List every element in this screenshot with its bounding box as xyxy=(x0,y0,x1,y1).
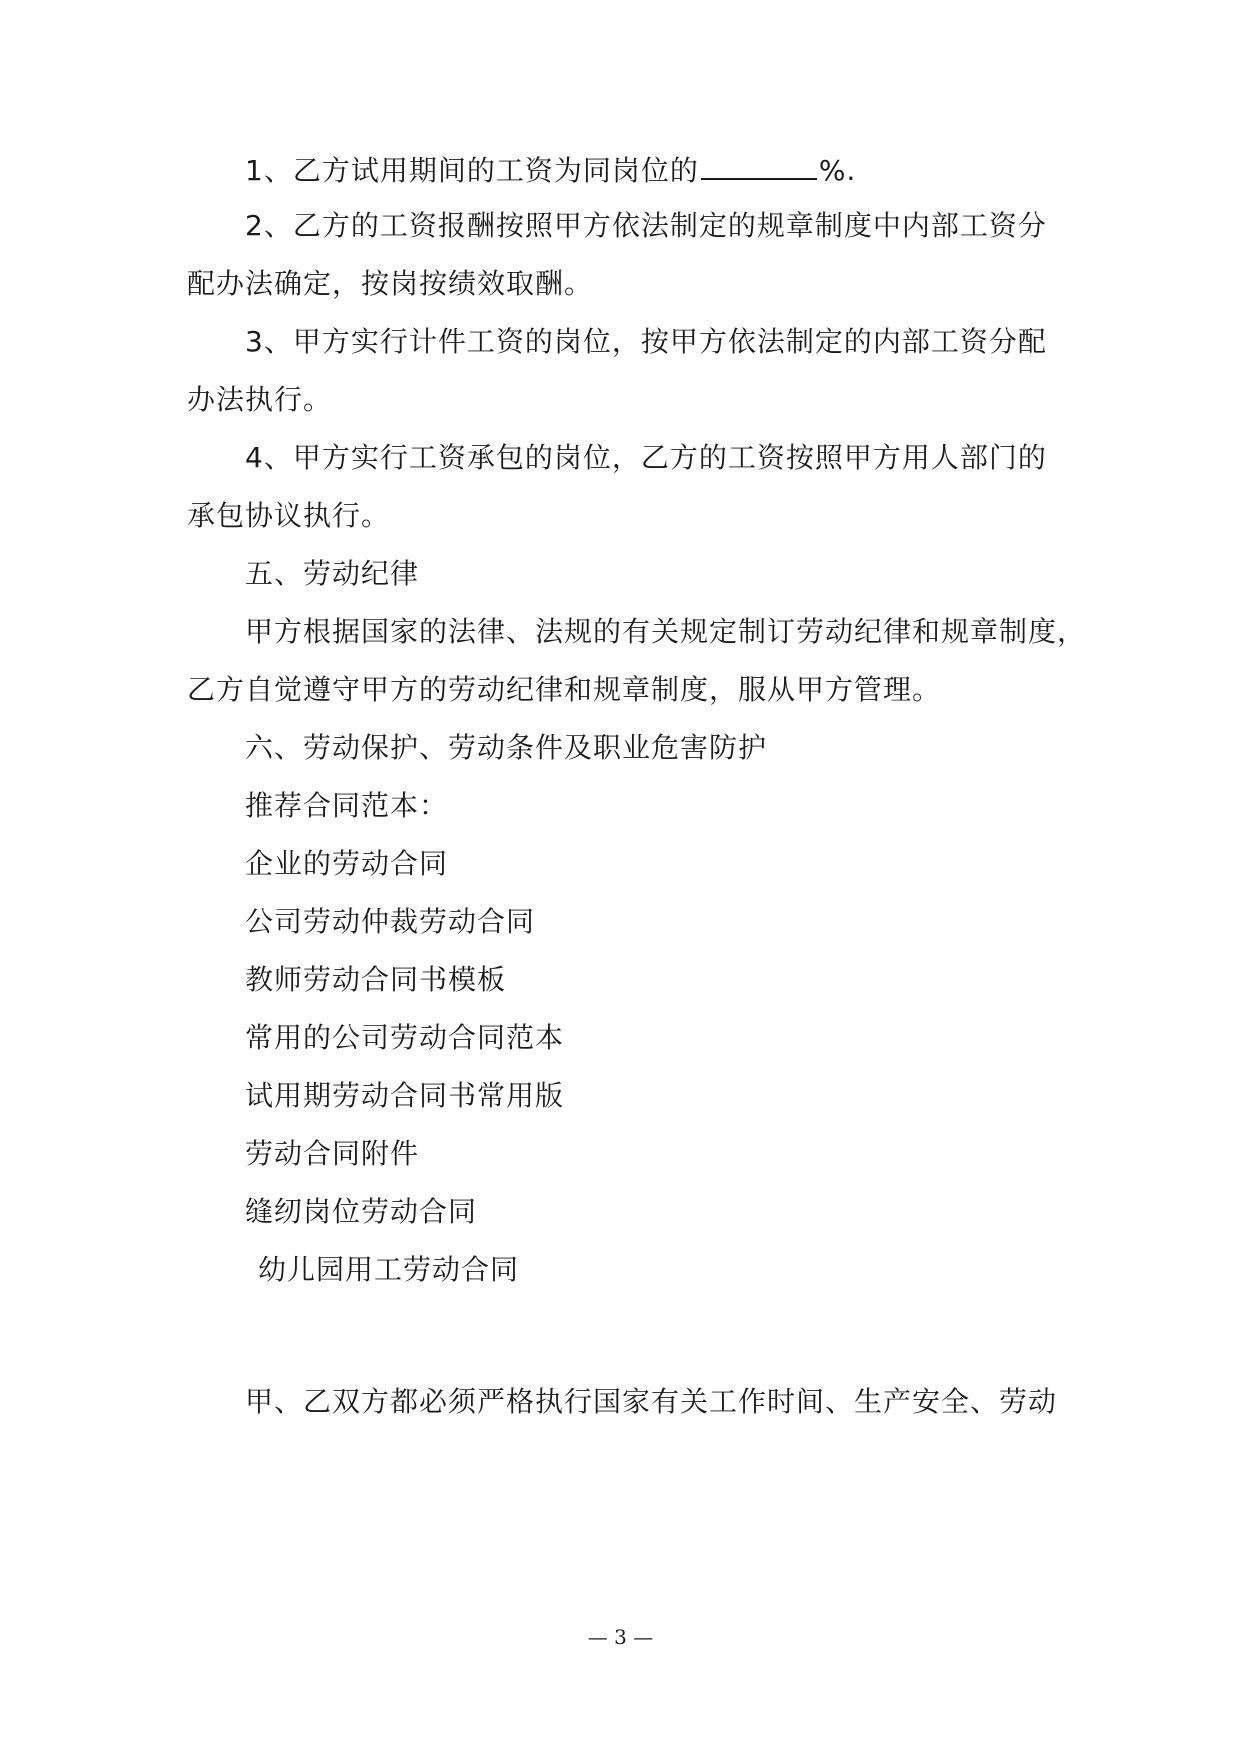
paragraph-text: %. xyxy=(818,154,857,187)
paragraph-line xyxy=(245,148,856,191)
recommend-link[interactable]: 教师劳动合同书模板 xyxy=(245,963,507,996)
paragraph-line: 配办法确定，按岗按绩效取酬。 xyxy=(187,267,594,300)
recommend-link[interactable]: 公司劳动仲裁劳动合同 xyxy=(245,905,536,938)
recommend-link[interactable]: 试用期劳动合同书常用版 xyxy=(245,1079,565,1112)
paragraph-text: 1、乙方试用期间的工资为同岗位的 xyxy=(245,154,699,187)
recommend-link[interactable]: 缝纫岗位劳动合同 xyxy=(245,1195,478,1228)
paragraph-line: 甲方根据国家的法律、法规的有关规定制订劳动纪律和规章制度， xyxy=(245,615,1087,648)
recommend-link[interactable]: 幼儿园用工劳动合同 xyxy=(258,1253,520,1286)
page-number: — 3 — xyxy=(587,1625,654,1649)
paragraph-line: 2、乙方的工资报酬按照甲方依法制定的规章制度中内部工资分 xyxy=(245,209,1047,242)
paragraph-line: 承包协议执行。 xyxy=(187,499,391,532)
paragraph-line: 3、甲方实行计件工资的岗位，按甲方依法制定的内部工资分配 xyxy=(245,325,1047,358)
fill-in-blank xyxy=(701,148,817,180)
section-heading: 六、劳动保护、劳动条件及职业危害防护 xyxy=(245,731,768,764)
paragraph-line: 乙方自觉遵守甲方的劳动纪律和规章制度，服从甲方管理。 xyxy=(187,673,942,706)
recommend-link[interactable]: 常用的公司劳动合同范本 xyxy=(245,1021,565,1054)
recommend-heading: 推荐合同范本： xyxy=(245,789,449,822)
recommend-link[interactable]: 劳动合同附件 xyxy=(245,1137,420,1170)
section-heading: 五、劳动纪律 xyxy=(245,557,420,590)
paragraph-line: 4、甲方实行工资承包的岗位，乙方的工资按照甲方用人部门的 xyxy=(245,441,1047,474)
paragraph-line: 甲、乙双方都必须严格执行国家有关工作时间、生产安全、劳动 xyxy=(245,1385,1058,1418)
paragraph-line: 办法执行。 xyxy=(187,383,333,416)
recommend-link[interactable]: 企业的劳动合同 xyxy=(245,847,449,880)
